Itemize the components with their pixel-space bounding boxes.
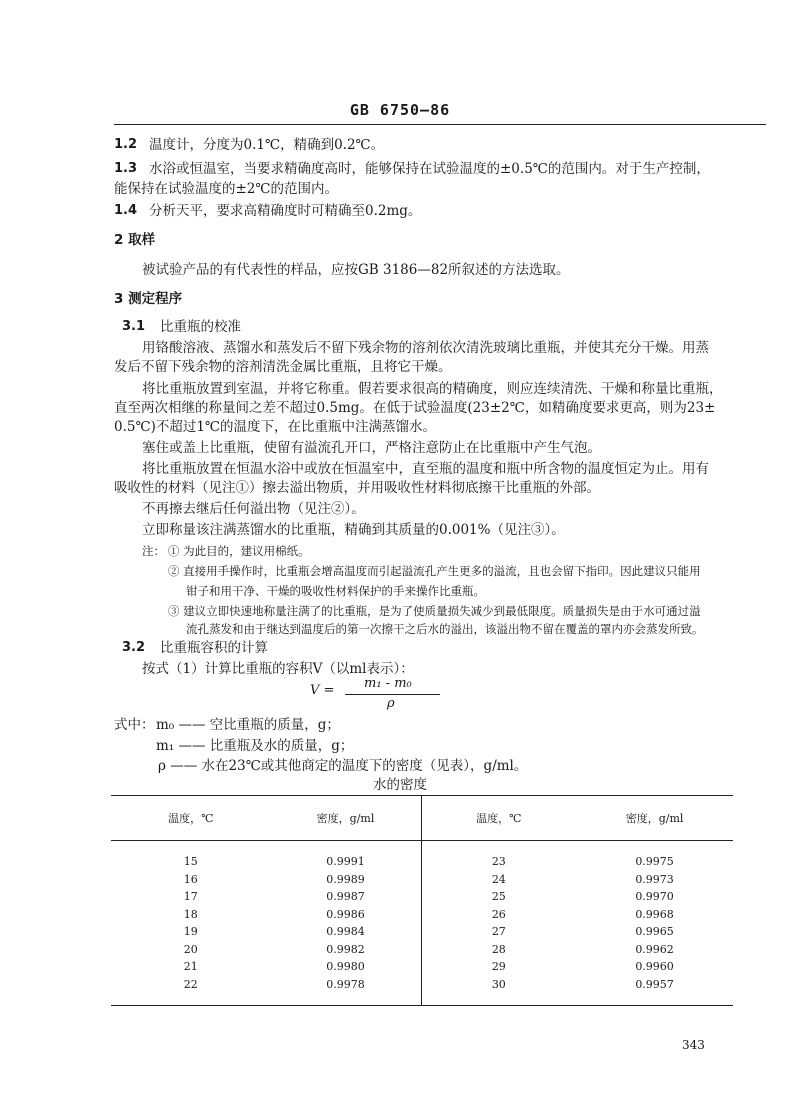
column-header: 温度，℃ bbox=[421, 796, 576, 841]
table-cell: 0.9987 bbox=[271, 888, 421, 906]
paragraph-line: 吸收性的材料（见注①）擦去溢出物质，并用吸收性材料彻底擦干比重瓶的外部。 bbox=[114, 480, 600, 496]
column-header: 温度，℃ bbox=[111, 796, 271, 841]
where-label: 式中： bbox=[114, 717, 155, 733]
table-row bbox=[111, 976, 733, 1006]
table-cell: 0.9989 bbox=[271, 871, 421, 889]
column-header: 密度，g/ml bbox=[271, 796, 421, 841]
formula-numerator: m₁ - m₀ bbox=[364, 676, 412, 691]
section-1-3-line1: 水浴或恒温室，当要求精确度高时，能够保持在试验温度的±0.5℃的范围内。对于生产控制， bbox=[149, 161, 710, 177]
section-3-1-number: 3.1 bbox=[122, 319, 146, 334]
section-3-2-number: 3.2 bbox=[122, 640, 146, 655]
note-1: ① 为此目的，建议用棉纸。 bbox=[168, 544, 310, 558]
table-cell: 17 bbox=[183, 890, 198, 904]
table-cell: 0.9968 bbox=[635, 907, 674, 921]
header-rule bbox=[114, 124, 766, 125]
section-1-3-line2: 能保持在试验温度的±2℃的范围内。 bbox=[114, 181, 339, 197]
note-2-line1: ② 直接用手操作时，比重瓶会增高温度而引起溢流孔产生更多的溢流，且也会留下指印。因此建议只能用 bbox=[168, 564, 701, 578]
table-cell: 0.9973 bbox=[635, 872, 674, 886]
notes-label: 注： bbox=[142, 544, 165, 558]
table-cell: 0.9957 bbox=[576, 976, 733, 1006]
table-cell: 16 bbox=[183, 872, 198, 886]
table-cell: 23 bbox=[491, 855, 506, 869]
note-2-line2: 钳子和用干净、干燥的吸收性材料保护的手来操作比重瓶。 bbox=[186, 584, 485, 598]
section-1-2-text: 温度计，分度为0.1℃，精确到0.2℃。 bbox=[149, 137, 385, 153]
water-density-table bbox=[111, 795, 733, 1006]
table-row bbox=[111, 871, 733, 889]
section-3-heading: 3 测定程序 bbox=[114, 291, 183, 307]
note-3-line2: 流孔蒸发和由于继达到温度后的第一次擦干之后水的溢出，该溢出物不留在覆盖的罩内亦会蒸发所致。 bbox=[186, 622, 704, 636]
paragraph-line: 将比重瓶放置在恒温水浴中或放在恒温室中，直至瓶的温度和瓶中所含物的温度恒定为止。用有 bbox=[142, 461, 709, 477]
table-caption: 水的密度 bbox=[373, 777, 427, 793]
table-cell: 0.9970 bbox=[635, 890, 674, 904]
table-cell: 0.9978 bbox=[271, 976, 421, 1006]
table-cell: 26 bbox=[491, 907, 506, 921]
paragraph-line: 不再擦去继后任何溢出物（见注②）。 bbox=[142, 501, 365, 517]
paragraph-line: 立即称量该注满蒸馏水的比重瓶，精确到其质量的0.001%（见注③）。 bbox=[142, 522, 565, 538]
table-row bbox=[111, 841, 733, 871]
table-row bbox=[111, 958, 733, 976]
table-cell: 0.9980 bbox=[271, 958, 421, 976]
section-2-heading: 2 取样 bbox=[114, 232, 156, 248]
section-1-3-number: 1.3 bbox=[114, 161, 138, 176]
paragraph-line: 用铬酸溶液、蒸馏水和蒸发后不留下残余物的溶剂依次清洗玻璃比重瓶，并使其充分干燥。用蒸 bbox=[142, 340, 709, 356]
formula-intro: 按式（1）计算比重瓶的容积V（以ml表示）： bbox=[142, 661, 414, 677]
page-number: 343 bbox=[682, 1038, 705, 1052]
table-cell: 0.9984 bbox=[271, 923, 421, 941]
section-3-1-title: 比重瓶的校准 bbox=[160, 319, 241, 335]
table-cell: 0.9982 bbox=[271, 941, 421, 959]
section-2-text: 被试验产品的有代表性的样品，应按GB 3186—82所叙述的方法选取。 bbox=[142, 262, 570, 278]
paragraph-line: 直至两次相继的称量间之差不超过0.5mg。在低于试验温度(23±2℃，如精确度要求更高，则为23± bbox=[114, 400, 716, 416]
table-header-row bbox=[111, 796, 733, 841]
table-cell: 0.9991 bbox=[271, 841, 421, 871]
table-cell: 30 bbox=[421, 976, 576, 1006]
paragraph-line: 0.5℃)不超过1℃的温度下，在比重瓶中注满蒸馏水。 bbox=[114, 419, 437, 435]
table-row bbox=[111, 941, 733, 959]
variable-definition: ρ —— 水在23℃或其他商定的温度下的密度（见表），g/ml。 bbox=[158, 758, 528, 774]
formula-lhs: V = bbox=[310, 683, 335, 698]
table-cell: 0.9962 bbox=[635, 942, 674, 956]
table-cell: 27 bbox=[491, 925, 506, 939]
variable-definition: m₁ —— 比重瓶及水的质量，g； bbox=[156, 738, 354, 754]
column-header: 密度，g/ml bbox=[576, 796, 733, 841]
table-cell: 0.9960 bbox=[635, 960, 674, 974]
table-cell: 15 bbox=[183, 855, 198, 869]
table-row bbox=[111, 888, 733, 906]
paragraph-line: 发后不留下残余物的溶剂清洗金属比重瓶，且将它干燥。 bbox=[114, 359, 452, 375]
table-row bbox=[111, 923, 733, 941]
section-1-4-number: 1.4 bbox=[114, 203, 138, 218]
table-cell: 18 bbox=[183, 907, 198, 921]
table-cell: 20 bbox=[183, 942, 198, 956]
note-3-line1: ③ 建议立即快速地称量注满了的比重瓶，是为了使质量损失减少到最低限度。质量损失是由于水可通过溢 bbox=[168, 604, 701, 618]
table-cell: 0.9965 bbox=[635, 925, 674, 939]
table-cell: 22 bbox=[111, 976, 271, 1006]
table-cell: 19 bbox=[183, 925, 198, 939]
table-cell: 29 bbox=[491, 960, 506, 974]
section-1-4-text: 分析天平，要求高精确度时可精确至0.2mg。 bbox=[149, 203, 422, 219]
table-row bbox=[111, 906, 733, 924]
section-3-2-title: 比重瓶容积的计算 bbox=[160, 640, 268, 656]
table-cell: 0.9986 bbox=[271, 906, 421, 924]
section-1-2-number: 1.2 bbox=[114, 137, 138, 152]
standard-header: GB 6750—86 bbox=[349, 101, 451, 119]
paragraph-line: 将比重瓶放置到室温，并将它称重。假若要求很高的精确度，则应连续清洗、干燥和称量比重瓶， bbox=[142, 381, 723, 397]
table-cell: 21 bbox=[183, 960, 198, 974]
table-cell: 25 bbox=[491, 890, 506, 904]
fraction-line bbox=[345, 694, 440, 695]
table-cell: 24 bbox=[491, 872, 506, 886]
table-cell: 28 bbox=[491, 942, 506, 956]
table-cell: 0.9975 bbox=[635, 855, 674, 869]
variable-definition: m₀ —— 空比重瓶的质量，g； bbox=[156, 717, 340, 733]
paragraph-line: 塞住或盖上比重瓶，使留有溢流孔开口，严格注意防止在比重瓶中产生气泡。 bbox=[142, 440, 601, 456]
formula-denominator: ρ bbox=[387, 696, 395, 711]
